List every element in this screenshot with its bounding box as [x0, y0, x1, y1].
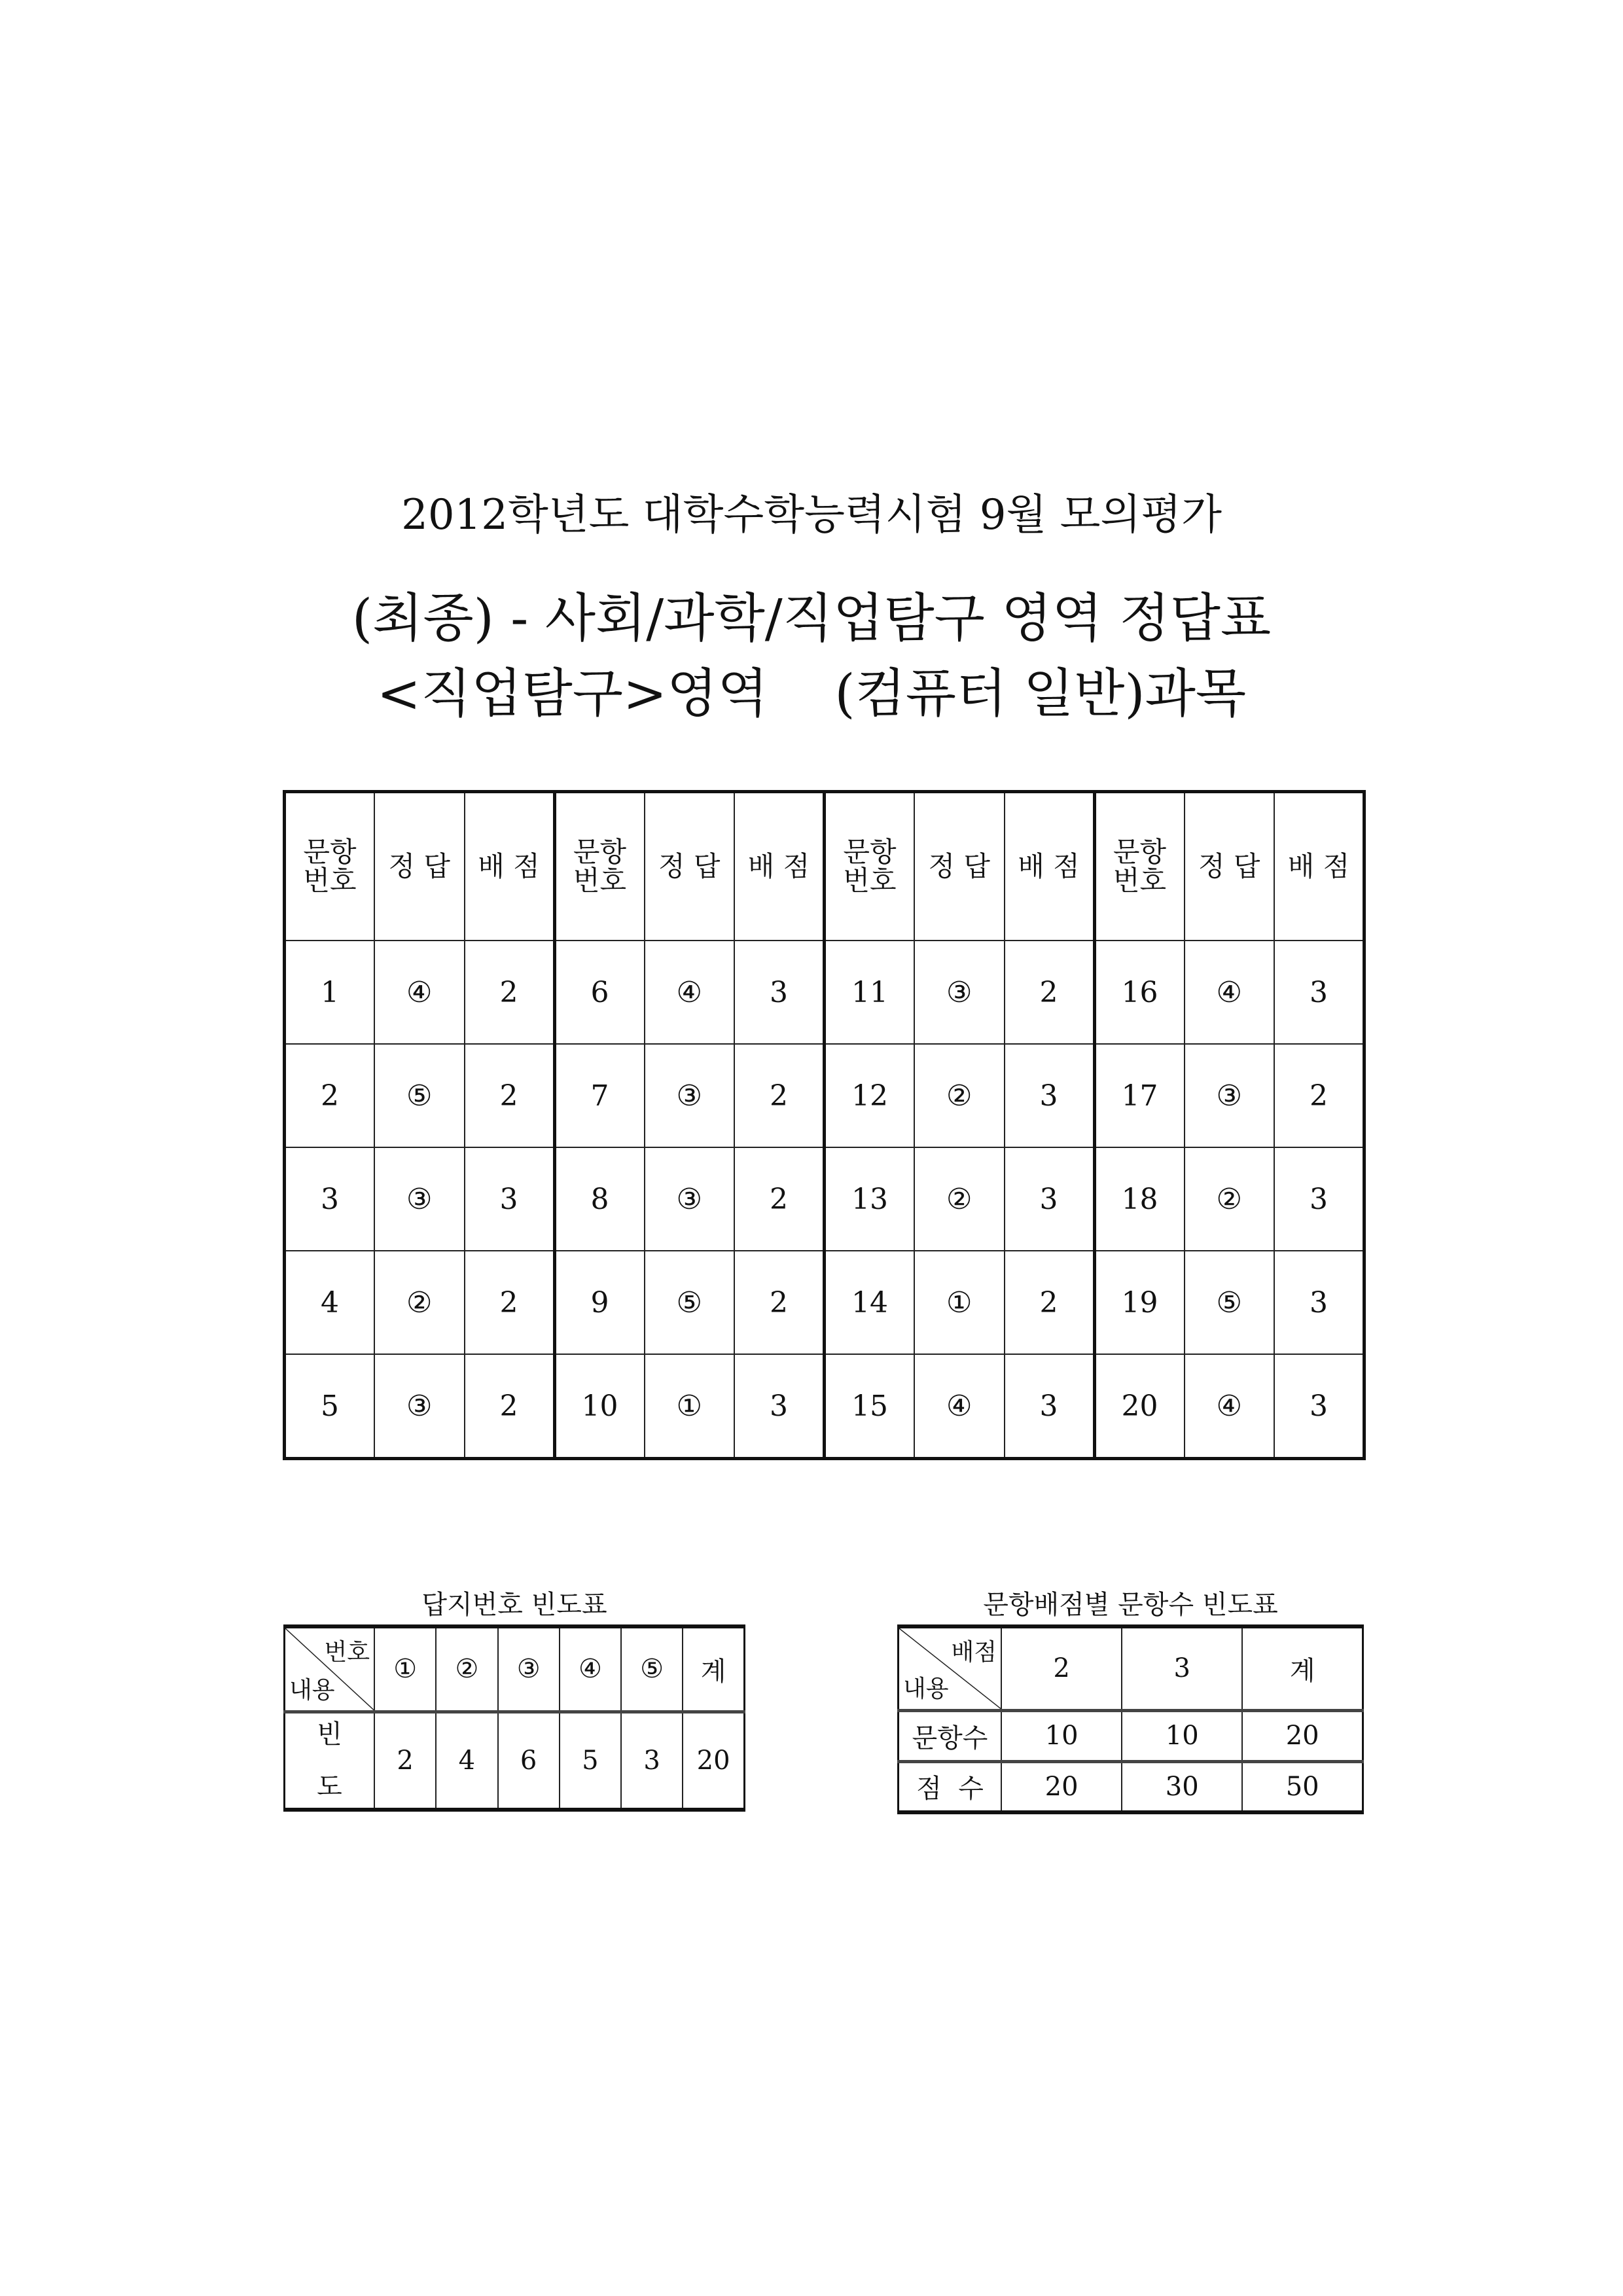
answer-frequency-title: 답지번호 빈도표 [421, 1590, 607, 1620]
correct-answer: ③ [374, 1354, 465, 1459]
table-row [285, 1044, 1364, 1147]
question-number: 14 [825, 1251, 915, 1354]
correct-answer: ④ [1185, 941, 1275, 1044]
column-header: 계 [1242, 1626, 1363, 1710]
score-frequency-table [897, 1624, 1364, 1814]
points: 2 [465, 941, 555, 1044]
points: 3 [1274, 1251, 1364, 1354]
frequency-value: 2 [374, 1712, 436, 1810]
correct-answer: ⑤ [645, 1251, 735, 1354]
correct-answer: ④ [645, 941, 735, 1044]
question-number: 10 [554, 1354, 645, 1459]
answer-header: 정 답 [374, 792, 465, 941]
points-header: 배 점 [1005, 792, 1095, 941]
corner-header-cell [899, 1626, 1002, 1710]
column-header: ② [436, 1626, 497, 1712]
corner-header-cell [285, 1626, 375, 1712]
question-number: 7 [554, 1044, 645, 1147]
score-value: 10 [1001, 1710, 1122, 1761]
points: 2 [465, 1044, 555, 1147]
frequency-row [285, 1712, 745, 1810]
frequency-value: 4 [436, 1712, 497, 1810]
points: 3 [1274, 941, 1364, 1044]
correct-answer: ③ [374, 1147, 465, 1251]
score-value: 30 [1122, 1761, 1242, 1812]
answer-header: 정 답 [645, 792, 735, 941]
column-header: 3 [1122, 1626, 1242, 1710]
points: 3 [1005, 1044, 1095, 1147]
column-header: 계 [683, 1626, 744, 1712]
question-number: 15 [825, 1354, 915, 1459]
question-number: 6 [554, 941, 645, 1044]
score-value: 20 [1001, 1761, 1122, 1812]
correct-answer: ② [1185, 1147, 1275, 1251]
question-number-header: 문항 번호 [1094, 792, 1185, 941]
question-number: 20 [1094, 1354, 1185, 1459]
correct-answer: ③ [645, 1147, 735, 1251]
question-number: 13 [825, 1147, 915, 1251]
table-row [899, 1761, 1363, 1812]
table-row [285, 1354, 1364, 1459]
answer-header: 정 답 [914, 792, 1005, 941]
row-label: 문항수 [899, 1710, 1002, 1761]
score-value: 50 [1242, 1761, 1363, 1812]
score-value: 20 [1242, 1710, 1363, 1761]
question-number: 5 [285, 1354, 375, 1459]
table-row [899, 1710, 1363, 1761]
points: 3 [465, 1147, 555, 1251]
score-value: 10 [1122, 1710, 1242, 1761]
question-number: 16 [1094, 941, 1185, 1044]
corner-top-label: 번호 [324, 1639, 370, 1666]
points: 3 [734, 1354, 825, 1459]
question-number-header: 문항 번호 [285, 792, 375, 941]
corner-bottom-label: 내용 [903, 1675, 949, 1702]
points: 2 [1005, 1251, 1095, 1354]
row-label: 빈 도 [285, 1712, 375, 1810]
correct-answer: ② [914, 1044, 1005, 1147]
row-label: 점 수 [899, 1761, 1002, 1812]
correct-answer: ② [374, 1251, 465, 1354]
answer-frequency-table [283, 1624, 745, 1812]
header-row [899, 1626, 1363, 1710]
correct-answer: ⑤ [1185, 1251, 1275, 1354]
points: 3 [1005, 1354, 1095, 1459]
frequency-value: 3 [621, 1712, 683, 1810]
header-row [285, 792, 1364, 941]
answer-header: 정 답 [1185, 792, 1275, 941]
column-header: ③ [498, 1626, 560, 1712]
correct-answer: ① [914, 1251, 1005, 1354]
points: 2 [734, 1251, 825, 1354]
answer-sheet-title: (최종) - 사회/과학/직업탐구 영역 정답표 [351, 588, 1272, 649]
column-header: 2 [1001, 1626, 1122, 1710]
corner-bottom-label: 내용 [289, 1676, 335, 1704]
exam-title: 2012학년도 대학수학능력시험 9월 모의평가 [401, 491, 1222, 539]
question-number: 2 [285, 1044, 375, 1147]
answer-key-table [283, 790, 1366, 1460]
header-row [285, 1626, 745, 1712]
question-number: 8 [554, 1147, 645, 1251]
question-number: 12 [825, 1044, 915, 1147]
frequency-value: 6 [498, 1712, 560, 1810]
subject-title: <직업탐구>영역 (컴퓨터 일반)과목 [376, 663, 1247, 724]
correct-answer: ④ [374, 941, 465, 1044]
points-header: 배 점 [734, 792, 825, 941]
score-frequency-title: 문항배점별 문항수 빈도표 [983, 1590, 1278, 1620]
question-number: 1 [285, 941, 375, 1044]
points: 2 [465, 1354, 555, 1459]
correct-answer: ⑤ [374, 1044, 465, 1147]
frequency-value: 5 [560, 1712, 621, 1810]
question-number: 11 [825, 941, 915, 1044]
question-number: 3 [285, 1147, 375, 1251]
correct-answer: ③ [1185, 1044, 1275, 1147]
question-number-header: 문항 번호 [554, 792, 645, 941]
corner-top-label: 배점 [951, 1639, 997, 1666]
points: 3 [1274, 1147, 1364, 1251]
column-header: ⑤ [621, 1626, 683, 1712]
table-row [285, 1251, 1364, 1354]
table-row [285, 941, 1364, 1044]
points: 2 [734, 1147, 825, 1251]
frequency-value: 20 [683, 1712, 744, 1810]
points: 2 [1274, 1044, 1364, 1147]
points: 3 [1274, 1354, 1364, 1459]
question-number: 18 [1094, 1147, 1185, 1251]
correct-answer: ① [645, 1354, 735, 1459]
column-header: ④ [560, 1626, 621, 1712]
correct-answer: ④ [1185, 1354, 1275, 1459]
correct-answer: ③ [645, 1044, 735, 1147]
points: 3 [1005, 1147, 1095, 1251]
points-header: 배 점 [1274, 792, 1364, 941]
question-number: 19 [1094, 1251, 1185, 1354]
correct-answer: ② [914, 1147, 1005, 1251]
question-number: 17 [1094, 1044, 1185, 1147]
points-header: 배 점 [465, 792, 555, 941]
points: 2 [1005, 941, 1095, 1044]
points: 2 [465, 1251, 555, 1354]
column-header: ① [374, 1626, 436, 1712]
question-number: 9 [554, 1251, 645, 1354]
correct-answer: ④ [914, 1354, 1005, 1459]
question-number: 4 [285, 1251, 375, 1354]
points: 2 [734, 1044, 825, 1147]
table-row [285, 1147, 1364, 1251]
question-number-header: 문항 번호 [825, 792, 915, 941]
correct-answer: ③ [914, 941, 1005, 1044]
points: 3 [734, 941, 825, 1044]
